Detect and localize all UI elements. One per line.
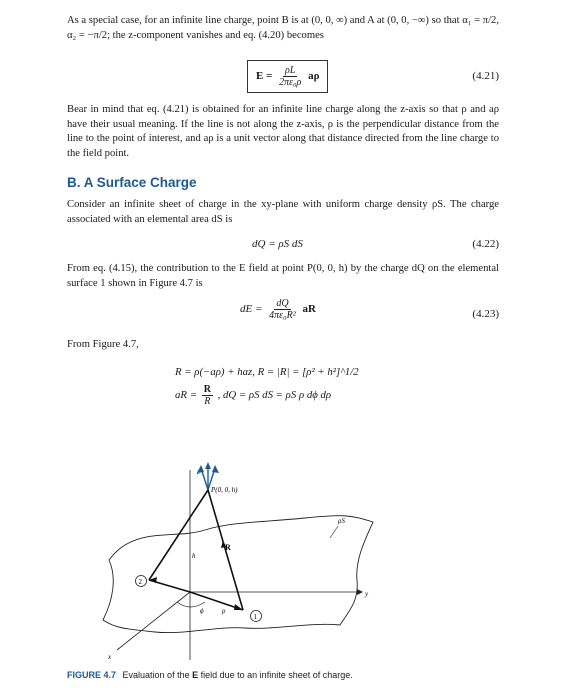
figure-caption-bold: E [192, 670, 199, 680]
point-P-label: P(0, 0, h) [211, 486, 238, 494]
x-axis-label: x [108, 653, 112, 660]
figure-caption [67, 670, 353, 680]
x-axis [117, 592, 190, 650]
eq421-fraction [277, 65, 303, 88]
math2-denominator: R [204, 396, 211, 407]
phi-label: ϕ [200, 607, 204, 615]
eq423-numerator: dQ [276, 298, 289, 309]
line-element2-to-P [149, 490, 208, 580]
eq423-lhs: dE = [240, 303, 263, 316]
paragraph-line-charge-special-case: As a special case, for an infinite line charge, point B is at (0, 0, ∞) and A at (0, 0, −∞) so that α₁ = π/2, α₂ = −π/2; the z-component vanishes and eq. (4.20) becomes [67, 15, 499, 41]
R-label: R [225, 543, 231, 552]
equation-4-21-box [247, 60, 328, 93]
eq423-unit-vector: aR [302, 303, 316, 316]
field-arrow-up-head [205, 462, 211, 469]
math-line-R-definition: R = ρ(−aρ) + haz, R = |R| = [ρ² + h²]^1/2 [175, 366, 359, 378]
paragraph-surface-charge-intro: Consider an infinite sheet of charge in the xy-plane with uniform charge density ρS. The charge associated with an elemental area dS is [67, 199, 499, 225]
eq422-number: (4.22) [472, 238, 499, 250]
eq421-denominator: 2πε₀ρ [279, 77, 302, 88]
eq423-number: (4.23) [472, 308, 499, 320]
figure-caption-label: FIGURE 4.7 [67, 670, 117, 680]
paragraph-from-figure: From Figure 4.7, [67, 339, 139, 350]
eq423-fraction [267, 298, 298, 321]
y-axis-arrow [357, 589, 363, 595]
eq421-numerator: ρL [285, 65, 296, 76]
section-heading-surface-charge: B. A Surface Charge [67, 175, 197, 190]
eq423-denominator: 4πε₀R² [269, 310, 296, 321]
eq422-body: dQ = ρS dS [252, 238, 303, 250]
paragraph-line-charge-note: Bear in mind that eq. (4.21) is obtained for an infinite line charge along the z-axis so that ρ and aρ have their usual meaning. If the line is not along the z-axis, ρ is the perpendicular distance from the line to the point of interest, and aρ is a unit vector along that distance directed from the line charge to the field point. [67, 104, 499, 159]
equation-4-21 [67, 60, 499, 92]
element-1-label: 1 [253, 613, 257, 621]
figure-caption-text-before: Evaluation of the [122, 670, 190, 680]
rho-label: ρ [222, 607, 226, 615]
eq421-unit-vector: aρ [308, 70, 320, 83]
math2-lhs: aR = [175, 388, 197, 401]
equation-4-22 [67, 238, 499, 258]
paragraph-field-contribution: From eq. (4.15), the contribution to the E field at point P(0, 0, h) by the charge dQ on the elemental surface 1 shown in Figure 4.7 is [67, 263, 499, 289]
charge-sheet-outline [103, 516, 373, 633]
figure-caption-text-after: field due to an infinite sheet of charge. [200, 670, 353, 680]
eq423-body [240, 298, 316, 321]
field-arrow-right-head [212, 465, 219, 473]
eq421-number: (4.21) [472, 70, 499, 82]
math2-numerator: R [203, 384, 211, 395]
rhoS-label: ρS [338, 517, 345, 525]
rhoS-pointer [330, 526, 338, 538]
y-axis-label: y [365, 590, 369, 598]
figure-4-7-diagram [95, 460, 395, 660]
math2-fraction [202, 384, 213, 407]
equation-4-23 [67, 298, 499, 330]
h-label: h [192, 552, 196, 560]
math2-rest: , dQ = ρS dS = ρS ρ dϕ dρ [217, 388, 332, 401]
math-line-aR-dQ [175, 384, 331, 407]
eq421-lhs: E = [256, 70, 273, 83]
element-2-label: 2 [138, 578, 142, 586]
